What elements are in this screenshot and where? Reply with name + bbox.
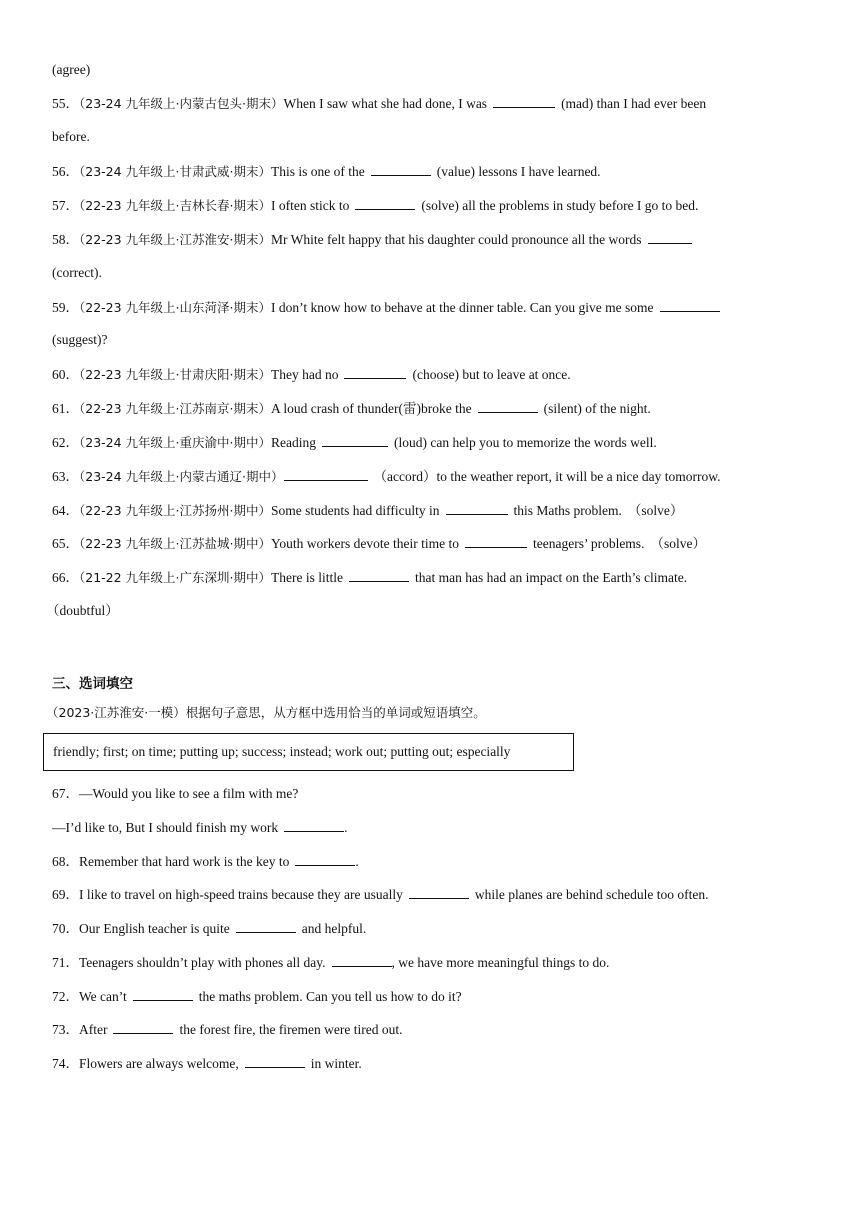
question-text: （accord）to the weather report, it will be a nice day tomorrow. [373,469,721,484]
question-text: I don’t know how to behave at the dinner table. Can you give me some [271,300,654,315]
word-list: friendly; first; on time; putting up; success; instead; work out; putting out; especially [53,744,511,759]
answer-blank[interactable] [113,1019,173,1034]
question-number: 67． [52,786,79,801]
question-source: （21-22 九年级上·广东深圳·期中） [79,570,271,585]
section-instruction: （2023·江苏淮安·一模）根据句子意思，从方框中选用恰当的单词或短语填空。 [46,705,486,720]
question-number: 59． [52,300,79,315]
question-number: 61． [52,401,79,416]
question-58-continuation [52,263,102,283]
question-number: 70． [52,921,79,936]
question-text: (silent) of the night. [543,401,651,416]
question-68 [52,851,359,872]
hint-word: (correct). [52,265,102,280]
question-source: （22-23 九年级上·甘肃庆阳·期末） [79,367,271,382]
question-text: teenagers’ problems. [532,536,645,551]
hint-word: （solve） [650,536,706,551]
question-text: the maths problem. Can you tell us how to do it? [198,989,462,1004]
question-source: （22-23 九年级上·江苏淮安·期末） [79,232,271,247]
question-number: 56． [52,164,79,179]
question-text: this Maths problem. [513,503,622,518]
answer-blank[interactable] [295,851,355,866]
question-text: I like to travel on high-speed trains because they are usually [79,887,403,902]
question-text: Some students had difficulty in [271,503,440,518]
question-number: 57． [52,198,79,213]
question-text: (value) lessons I have learned. [436,164,601,179]
question-57 [52,195,698,216]
question-text: Teenagers shouldn’t play with phones all day. [79,955,326,970]
question-number: 74． [52,1056,79,1071]
question-67 [52,784,298,804]
question-text: We can’t [79,989,127,1004]
question-text: A loud crash of thunder(雷)broke the [271,401,472,416]
section-title: 三、选词填空 [52,676,133,692]
question-71 [52,952,609,973]
question-69 [52,884,708,905]
question-text: Flowers are always welcome, [79,1056,239,1071]
question-text: Youth workers devote their time to [271,536,459,551]
question-source: （22-23 九年级上·江苏扬州·期中） [79,503,271,518]
question-63 [52,466,721,487]
question-number: 64． [52,503,79,518]
answer-blank[interactable] [133,986,193,1001]
question-73 [52,1019,403,1040]
question-number: 73． [52,1022,79,1037]
question-66-continuation [46,601,119,621]
question-text: When I saw what she had done, I was [283,96,488,111]
question-text: and helpful. [301,921,367,936]
answer-blank[interactable] [284,466,368,481]
question-text: They had no [271,367,339,382]
question-text: (choose) but to leave at once. [412,367,571,382]
answer-blank[interactable] [478,398,538,413]
question-text: There is little [271,570,343,585]
question-text: Remember that hard work is the key to [79,854,290,869]
question-source: （22-23 九年级上·山东菏泽·期末） [79,300,271,315]
hint-word: （solve） [627,503,684,518]
question-text: —I’d like to, But I should finish my work [52,820,279,835]
answer-blank[interactable] [446,500,508,515]
question-text: while planes are behind schedule too often. [474,887,709,902]
question-66 [52,567,687,588]
question-number: 60． [52,367,79,382]
answer-blank[interactable] [236,918,296,933]
question-number: 58． [52,232,79,247]
question-70 [52,918,366,939]
question-text: After [79,1022,108,1037]
question-text: (loud) can help you to memorize the words well. [394,435,657,450]
question-text: I often stick to [271,198,350,213]
question-text: in winter. [310,1056,362,1071]
question-number: 55． [52,96,79,111]
question-number: 68． [52,854,79,869]
question-65 [52,533,706,554]
question-text: This is one of the [271,164,365,179]
answer-blank[interactable] [465,533,527,548]
question-59 [52,297,726,318]
question-55 [52,93,706,114]
question-text: Our English teacher is quite [79,921,230,936]
question-67-reply [52,817,348,838]
question-source: （23-24 九年级上·重庆渝中·期中） [79,435,271,450]
question-60 [52,364,571,385]
question-text: (solve) all the problems in study before I go to bed. [421,198,699,213]
question-74 [52,1053,362,1074]
question-text: —Would you like to see a film with me? [79,786,299,801]
question-text: , we have more meaningful things to do. [391,955,610,970]
question-number: 69． [52,887,79,902]
question-61 [52,398,651,419]
answer-blank[interactable] [245,1053,305,1068]
answer-blank[interactable] [344,364,406,379]
answer-blank[interactable] [648,229,692,244]
word-box [43,733,574,771]
question-source: （23-24 九年级上·内蒙古通辽·期中） [79,469,284,484]
question-62 [52,432,657,453]
answer-blank[interactable] [355,195,415,210]
question-source: （23-24 九年级上·内蒙古包头·期末） [79,96,284,111]
question-54-continuation [52,60,90,80]
answer-blank[interactable] [284,817,344,832]
answer-blank[interactable] [349,567,409,582]
hint-word: (suggest)? [52,332,108,347]
question-59-continuation [52,330,107,350]
question-source: （22-23 九年级上·江苏盐城·期中） [79,536,271,551]
answer-blank[interactable] [332,952,392,967]
question-text: . [344,820,348,835]
question-number: 72． [52,989,79,1004]
answer-blank[interactable] [371,161,431,176]
answer-blank[interactable] [322,432,388,447]
question-72 [52,986,462,1007]
question-text: before. [52,129,90,144]
question-58 [52,229,698,250]
answer-blank[interactable] [660,297,720,312]
question-text: . [355,854,359,869]
question-number: 65． [52,536,79,551]
question-55-continuation [52,127,90,147]
question-56 [52,161,601,182]
hint-word: (agree) [52,62,91,77]
question-text: the forest fire, the firemen were tired out. [179,1022,403,1037]
question-source: （22-23 九年级上·吉林长春·期末） [79,198,271,213]
question-number: 66． [52,570,79,585]
question-64 [52,500,683,521]
answer-blank[interactable] [493,93,555,108]
question-number: 71． [52,955,79,970]
question-text: (mad) than I had ever been [561,96,707,111]
question-source: （23-24 九年级上·甘肃武威·期末） [79,164,271,179]
question-text: Mr White felt happy that his daughter could pronounce all the words [271,232,642,247]
answer-blank[interactable] [409,884,469,899]
question-text: that man has had an impact on the Earth’s climate. [414,570,688,585]
question-source: （22-23 九年级上·江苏南京·期末） [79,401,271,416]
question-number: 62． [52,435,79,450]
question-text: Reading [271,435,316,450]
question-number: 63． [52,469,79,484]
hint-word: （doubtful） [46,603,119,618]
